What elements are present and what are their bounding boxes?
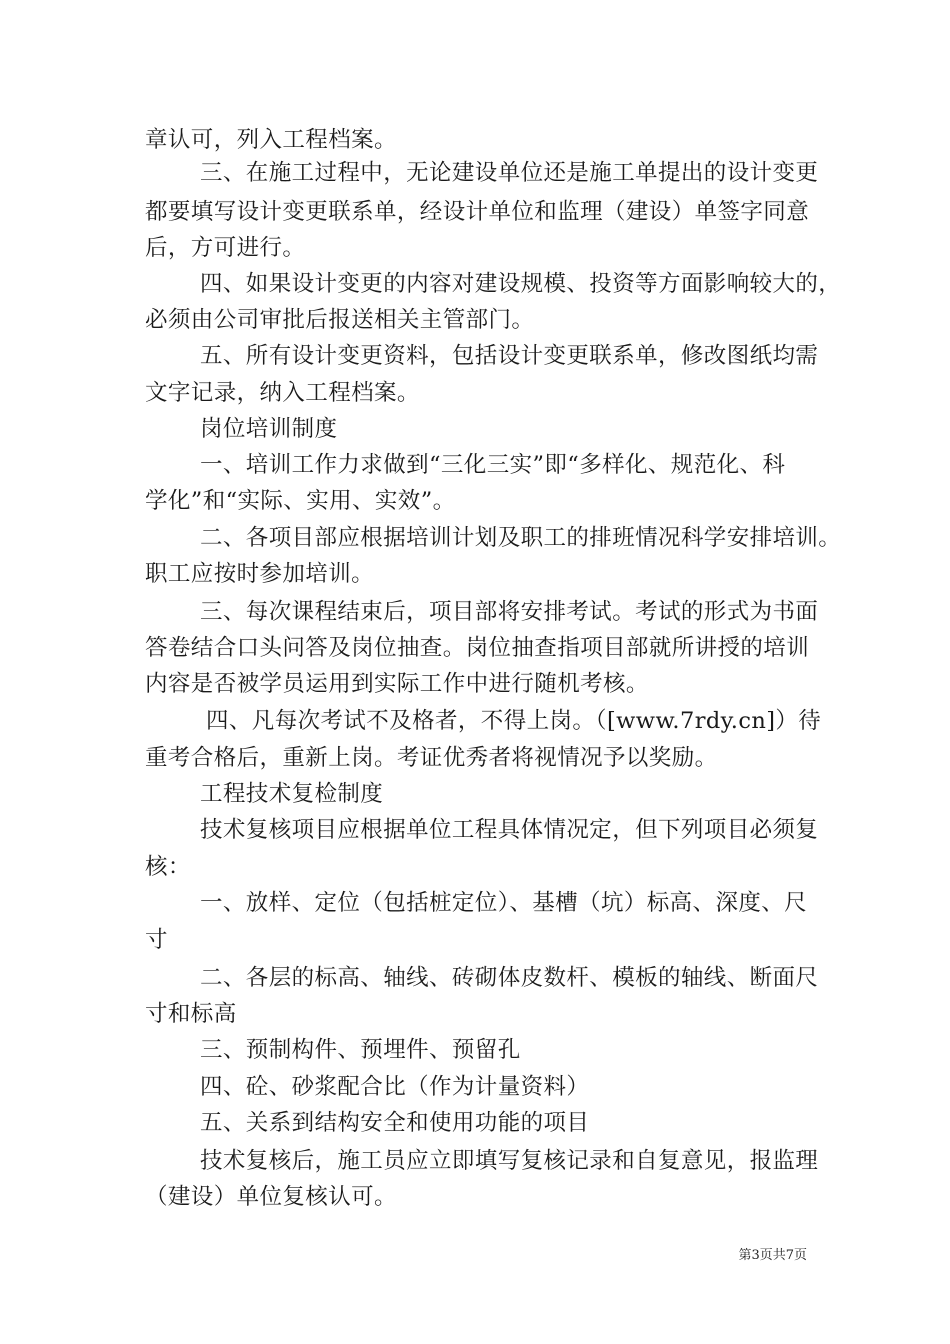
text-line: 核： xyxy=(145,854,191,880)
paragraph-training-1: 一、培训工作力求做到“三化三实”即“多样化、规范化、科 xyxy=(200,452,786,478)
paragraph-recheck-3: 三、预制构件、预埋件、预留孔 xyxy=(200,1037,521,1063)
text-line: 后，方可进行。 xyxy=(145,235,306,261)
paragraph-recheck-5: 五、关系到结构安全和使用功能的项目 xyxy=(200,1110,590,1136)
paragraph-design-change-5: 五、所有设计变更资料，包括设计变更联系单，修改图纸均需 xyxy=(200,343,819,369)
text-line: 都要填写设计变更联系单，经设计单位和监理（建设）单签字同意 xyxy=(145,199,810,225)
paragraph-design-change-3: 三、在施工过程中，无论建设单位还是施工单提出的设计变更 xyxy=(200,160,819,186)
paragraph-training-4: 四、凡每次考试不及格者，不得上岗。（[www.7rdy.cn]）待 xyxy=(206,708,822,734)
paragraph-recheck-2: 二、各层的标高、轴线、砖砌体皮数杆、模板的轴线、断面尺 xyxy=(200,965,819,991)
paragraph-recheck-1: 一、放样、定位（包括桩定位）、基槽（坑）标高、深度、尺 xyxy=(200,890,808,916)
text-line: 寸 xyxy=(145,927,168,953)
page-number-footer: 第3页共7页 xyxy=(738,1248,807,1263)
text-line: 答卷结合口头问答及岗位抽查。岗位抽查指项目部就所讲授的培训 xyxy=(145,635,810,661)
text-line: 必须由公司审批后报送相关主管部门。 xyxy=(145,307,535,333)
text-line: 内容是否被学员运用到实际工作中进行随机考核。 xyxy=(145,671,649,697)
section-heading-tech-recheck: 工程技术复检制度 xyxy=(200,781,384,807)
section-heading-post-training: 岗位培训制度 xyxy=(200,416,338,442)
text-line: 文字记录，纳入工程档案。 xyxy=(145,380,420,406)
paragraph-recheck-4: 四、砼、砂浆配合比（作为计量资料） xyxy=(200,1074,590,1100)
text-line: （建设）单位复核认可。 xyxy=(145,1184,397,1210)
paragraph-recheck-conclusion: 技术复核后，施工员应立即填写复核记录和自复意见，报监理 xyxy=(200,1148,819,1174)
paragraph-training-2: 二、各项目部应根据培训计划及职工的排班情况科学安排培训。 xyxy=(200,525,842,551)
text-line: 重考合格后，重新上岗。考证优秀者将视情况予以奖励。 xyxy=(145,745,718,771)
paragraph-training-3: 三、每次课程结束后，项目部将安排考试。考试的形式为书面 xyxy=(200,599,819,625)
text-line: 学化”和“实际、实用、实效”。 xyxy=(145,488,456,514)
paragraph-recheck-intro: 技术复核项目应根据单位工程具体情况定，但下列项目必须复 xyxy=(200,817,819,843)
text-line: 职工应按时参加培训。 xyxy=(145,561,375,587)
paragraph-design-change-4: 四、如果设计变更的内容对建设规模、投资等方面影响较大的， xyxy=(200,271,842,297)
text-line: 章认可，列入工程档案。 xyxy=(145,127,397,153)
text-line: 寸和标高 xyxy=(145,1001,237,1027)
